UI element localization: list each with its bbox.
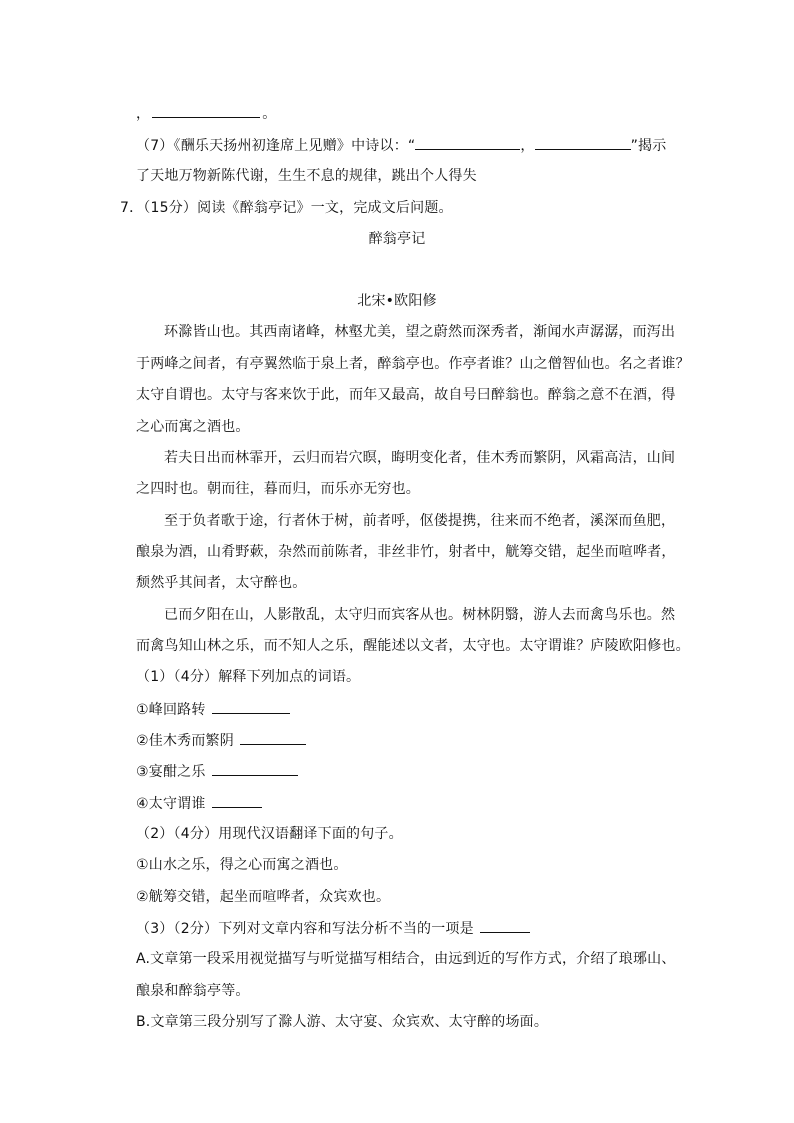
answer-blank[interactable] <box>212 793 262 808</box>
sub3-stem <box>136 918 530 938</box>
q6-line1 <box>136 103 276 123</box>
q6-line1-suffix: 。 <box>262 106 277 122</box>
q7-header: 7．（15分）阅读《醉翁亭记》一文，完成文后问题。 <box>120 200 453 216</box>
sub1-item <box>136 761 298 781</box>
sub3-option-a: A.文章第一段采用视觉描写与听觉描写相结合，由远到近的写作方式，介绍了琅琊山、 <box>136 951 676 967</box>
essay-author: 北宋•欧阳修 <box>357 293 437 309</box>
essay-p1-line1: 环滁皆山也。其西南诸峰，林壑尤美，望之蔚然而深秀者，渐闻水声潺潺，而泻出 <box>164 324 676 340</box>
essay-p4-line1: 已而夕阳在山，人影散乱，太守归而宾客从也。树林阴翳，游人去而禽鸟乐也。然 <box>164 607 676 623</box>
sub2-stem: （2）（4分）用现代汉语翻译下面的句子。 <box>136 826 403 842</box>
sub1-item-text: ②佳木秀而繁阴 <box>136 733 234 749</box>
sub2-item: ②觥筹交错，起坐而喧哗者，众宾欢也。 <box>136 889 391 905</box>
q6-item7 <box>136 135 666 155</box>
essay-p3-line2: 酿泉为酒，山肴野蔌，杂然而前陈者，非丝非竹，射者中，觥筹交错，起坐而喧哗者， <box>136 544 676 560</box>
q6-item7-suffix: ”揭示 <box>630 138 667 154</box>
q6-item7-prefix: （7）《酬乐天扬州初逢席上见赠》中诗以：“ <box>136 138 416 154</box>
answer-blank[interactable] <box>152 103 260 118</box>
answer-blank[interactable] <box>212 761 298 776</box>
sub1-item <box>136 699 290 719</box>
essay-p1-line2: 于两峰之间者，有亭翼然临于泉上者，醉翁亭也。作亭者谁？山之僧智仙也。名之者谁？ <box>136 356 690 372</box>
answer-blank[interactable] <box>535 135 631 150</box>
answer-blank[interactable] <box>212 699 290 714</box>
essay-title: 醉翁亭记 <box>368 231 426 247</box>
essay-p3-line3: 颓然乎其间者，太守醉也。 <box>136 575 307 591</box>
sub1-item-text: ①峰回路转 <box>136 702 206 718</box>
sub1-item <box>136 793 262 813</box>
answer-blank[interactable] <box>240 730 306 745</box>
essay-p1-line4: 之心而寓之酒也。 <box>136 419 250 435</box>
answer-blank[interactable] <box>480 918 530 933</box>
sub1-stem: （1）（4分）解释下列加点的词语。 <box>136 669 361 685</box>
essay-p2-line1: 若夫日出而林霏开，云归而岩穴暝，晦明变化者，佳木秀而繁阴，风霜高洁，山间 <box>164 450 676 466</box>
sub3-option-b: B.文章第三段分别写了滁人游、太守宴、众宾欢、太守醉的场面。 <box>136 1014 549 1030</box>
sub1-item <box>136 730 306 750</box>
q6-line1-prefix: ， <box>136 106 151 122</box>
sub3-stem-text: （3）（2分）下列对文章内容和写法分析不当的一项是 <box>136 921 474 937</box>
q6-item7-cont: 了天地万物新陈代谢，生生不息的规律，跳出个人得失 <box>136 168 477 184</box>
essay-p2-line2: 之四时也。朝而往，暮而归，而乐亦无穷也。 <box>136 481 420 497</box>
essay-p4-line2: 而禽鸟知山林之乐，而不知人之乐，醒能述以文者，太守也。太守谓谁？庐陵欧阳修也。 <box>136 638 690 654</box>
sub1-item-text: ④太守谓谁 <box>136 796 206 812</box>
sub2-item: ①山水之乐，得之心而寓之酒也。 <box>136 857 348 873</box>
essay-p3-line1: 至于负者歌于途，行者休于树，前者呼，伛偻提携，往来而不绝者，溪深而鱼肥， <box>164 513 676 529</box>
sub3-option-a-cont: 酿泉和醉翁亭等。 <box>136 983 250 999</box>
q6-item7-middle: ， <box>520 138 535 154</box>
essay-p1-line3: 太守自谓也。太守与客来饮于此，而年又最高，故自号曰醉翁也。醉翁之意不在酒，得 <box>136 387 676 403</box>
sub1-item-text: ③宴酣之乐 <box>136 764 206 780</box>
answer-blank[interactable] <box>415 135 520 150</box>
